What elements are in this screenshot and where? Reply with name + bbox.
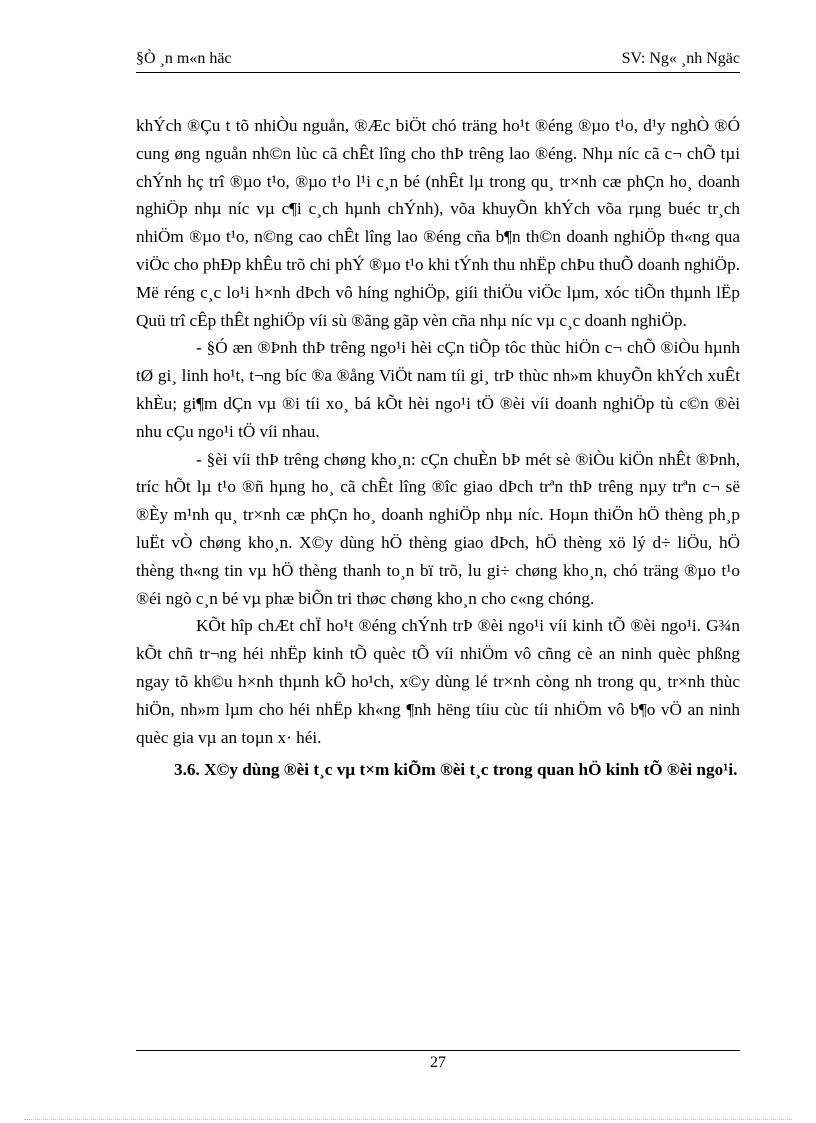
header-course-title: §Ò ¸n m«n häc (136, 50, 232, 67)
paragraph-politics-economics: KÕt hîp chÆt chÏ ho¹t ®éng chÝnh trÞ ®èi ngo¹i víi kinh tÕ ®èi ngo¹i. G¾n kÕt chñ tr¬ng héi nhËp kinh tÕ quèc tÕ víi nhiÖm vô cñng cè an ninh quèc phßng ngay tõ kh©u h×nh thµnh kÕ ho¹ch, x©y dùng lé tr×nh còng nh trong qu¸ tr×nh thùc hiÖn, nh»m lµm cho héi nhËp kh«ng ¶nh hëng tíiu cùc tíi nhiÖm vô b¶o vÖ an ninh quèc gia vµ an toµn x· héi. (136, 616, 740, 747)
page-header (136, 50, 740, 73)
section-heading: 3.6. X©y dùng ®èi t¸c vµ t×m kiÕm ®èi t¸c trong quan hÖ kinh tÕ ®èi ngo¹i. (174, 760, 738, 780)
page-number: 27 (430, 1054, 446, 1071)
paragraph-foreign-exchange: - §Ó æn ®Þnh thÞ trêng ngo¹i hèi cÇn tiÕp tôc thùc hiÖn c¬ chÕ ®iÒu hµnh tØ gi¸ linh ho¹t, t¬ng bíc ®a ®ång ViÖt nam tíi gi¸ trÞ thùc nh»m khuyÕn khÝch xuÊt khÈu; gi¶m dÇn vµ ®i tíi xo¸ bá kÕt hèi ngo¹i tÖ ®èi víi doanh nghiÖp tù c©n ®èi nhu cÇu ngo¹i tÖ víi nhau. (136, 338, 740, 441)
page-boundary-dotted-line (24, 1119, 792, 1120)
paragraph-training: khÝch ®Çu t tõ nhiÒu nguån, ®Æc biÖt chó träng ho¹t ®éng ®µo t¹o, d¹y nghÒ ®Ó cung øng nguån nh©n lùc cã chÊt lîng cho thÞ trêng lao ®éng. Nhµ níc cã c¬ chÕ tµi chÝnh hç trî ®µo t¹o, ®µo t¹o l¹i c¸n bé (nhÊt lµ trong qu¸ tr×nh cæ phÇn ho¸ doanh nghiÖp nhµ níc vµ c¶i c¸ch hµnh chÝnh), võa khuyÕn khÝch võa rµng buéc tr¸ch nhiÖm ®µo t¹o, n©ng cao chÊt lîng lao ®éng cña b¶n th©n doanh nghiÖp th«ng qua viÖc cho phÐp khÊu trõ chi phÝ ®µo t¹o khi tÝnh thu nhËp chÞu thuÕ doanh nghiÖp. Më réng c¸c lo¹i h×nh dÞch vô híng nghiÖp, giíi thiÖu viÖc lµm, xóc tiÕn thµnh lËp Quü trî cÊp thÊt nghiÖp víi sù ®ãng gãp vèn cña nhµ níc vµ c¸c doanh nghiÖp. (136, 116, 740, 330)
paragraph-stock-market: - §èi víi thÞ trêng chøng kho¸n: cÇn chuÈn bÞ mét sè ®iÒu kiÖn nhÊt ®Þnh, tríc hÕt lµ t¹o ®ñ hµng ho¸ cã chÊt lîng ®îc giao dÞch trªn thÞ trêng nµy trªn c¬ së ®Èy m¹nh qu¸ tr×nh cæ phÇn ho¸ doanh nghiÖp nhµ níc. Hoµn thiÖn hÖ thèng ph¸p luËt vÒ chøng kho¸n. X©y dùng hÖ thèng giao dÞch, hÖ thèng xö lý d÷ liÖu, hÖ thèng th«ng tin vµ hÖ thèng thanh to¸n bï trõ, lu gi÷ chøng kho¸n, chó träng ®µo t¹o ®éi ngò c¸n bé vµ phæ biÕn tri thøc chøng kho¸n cho c«ng chóng. (136, 449, 740, 608)
header-student-name: SV: Ng« ¸nh Ngäc (621, 50, 740, 67)
footer-rule (136, 1050, 740, 1051)
document-body (136, 112, 740, 784)
